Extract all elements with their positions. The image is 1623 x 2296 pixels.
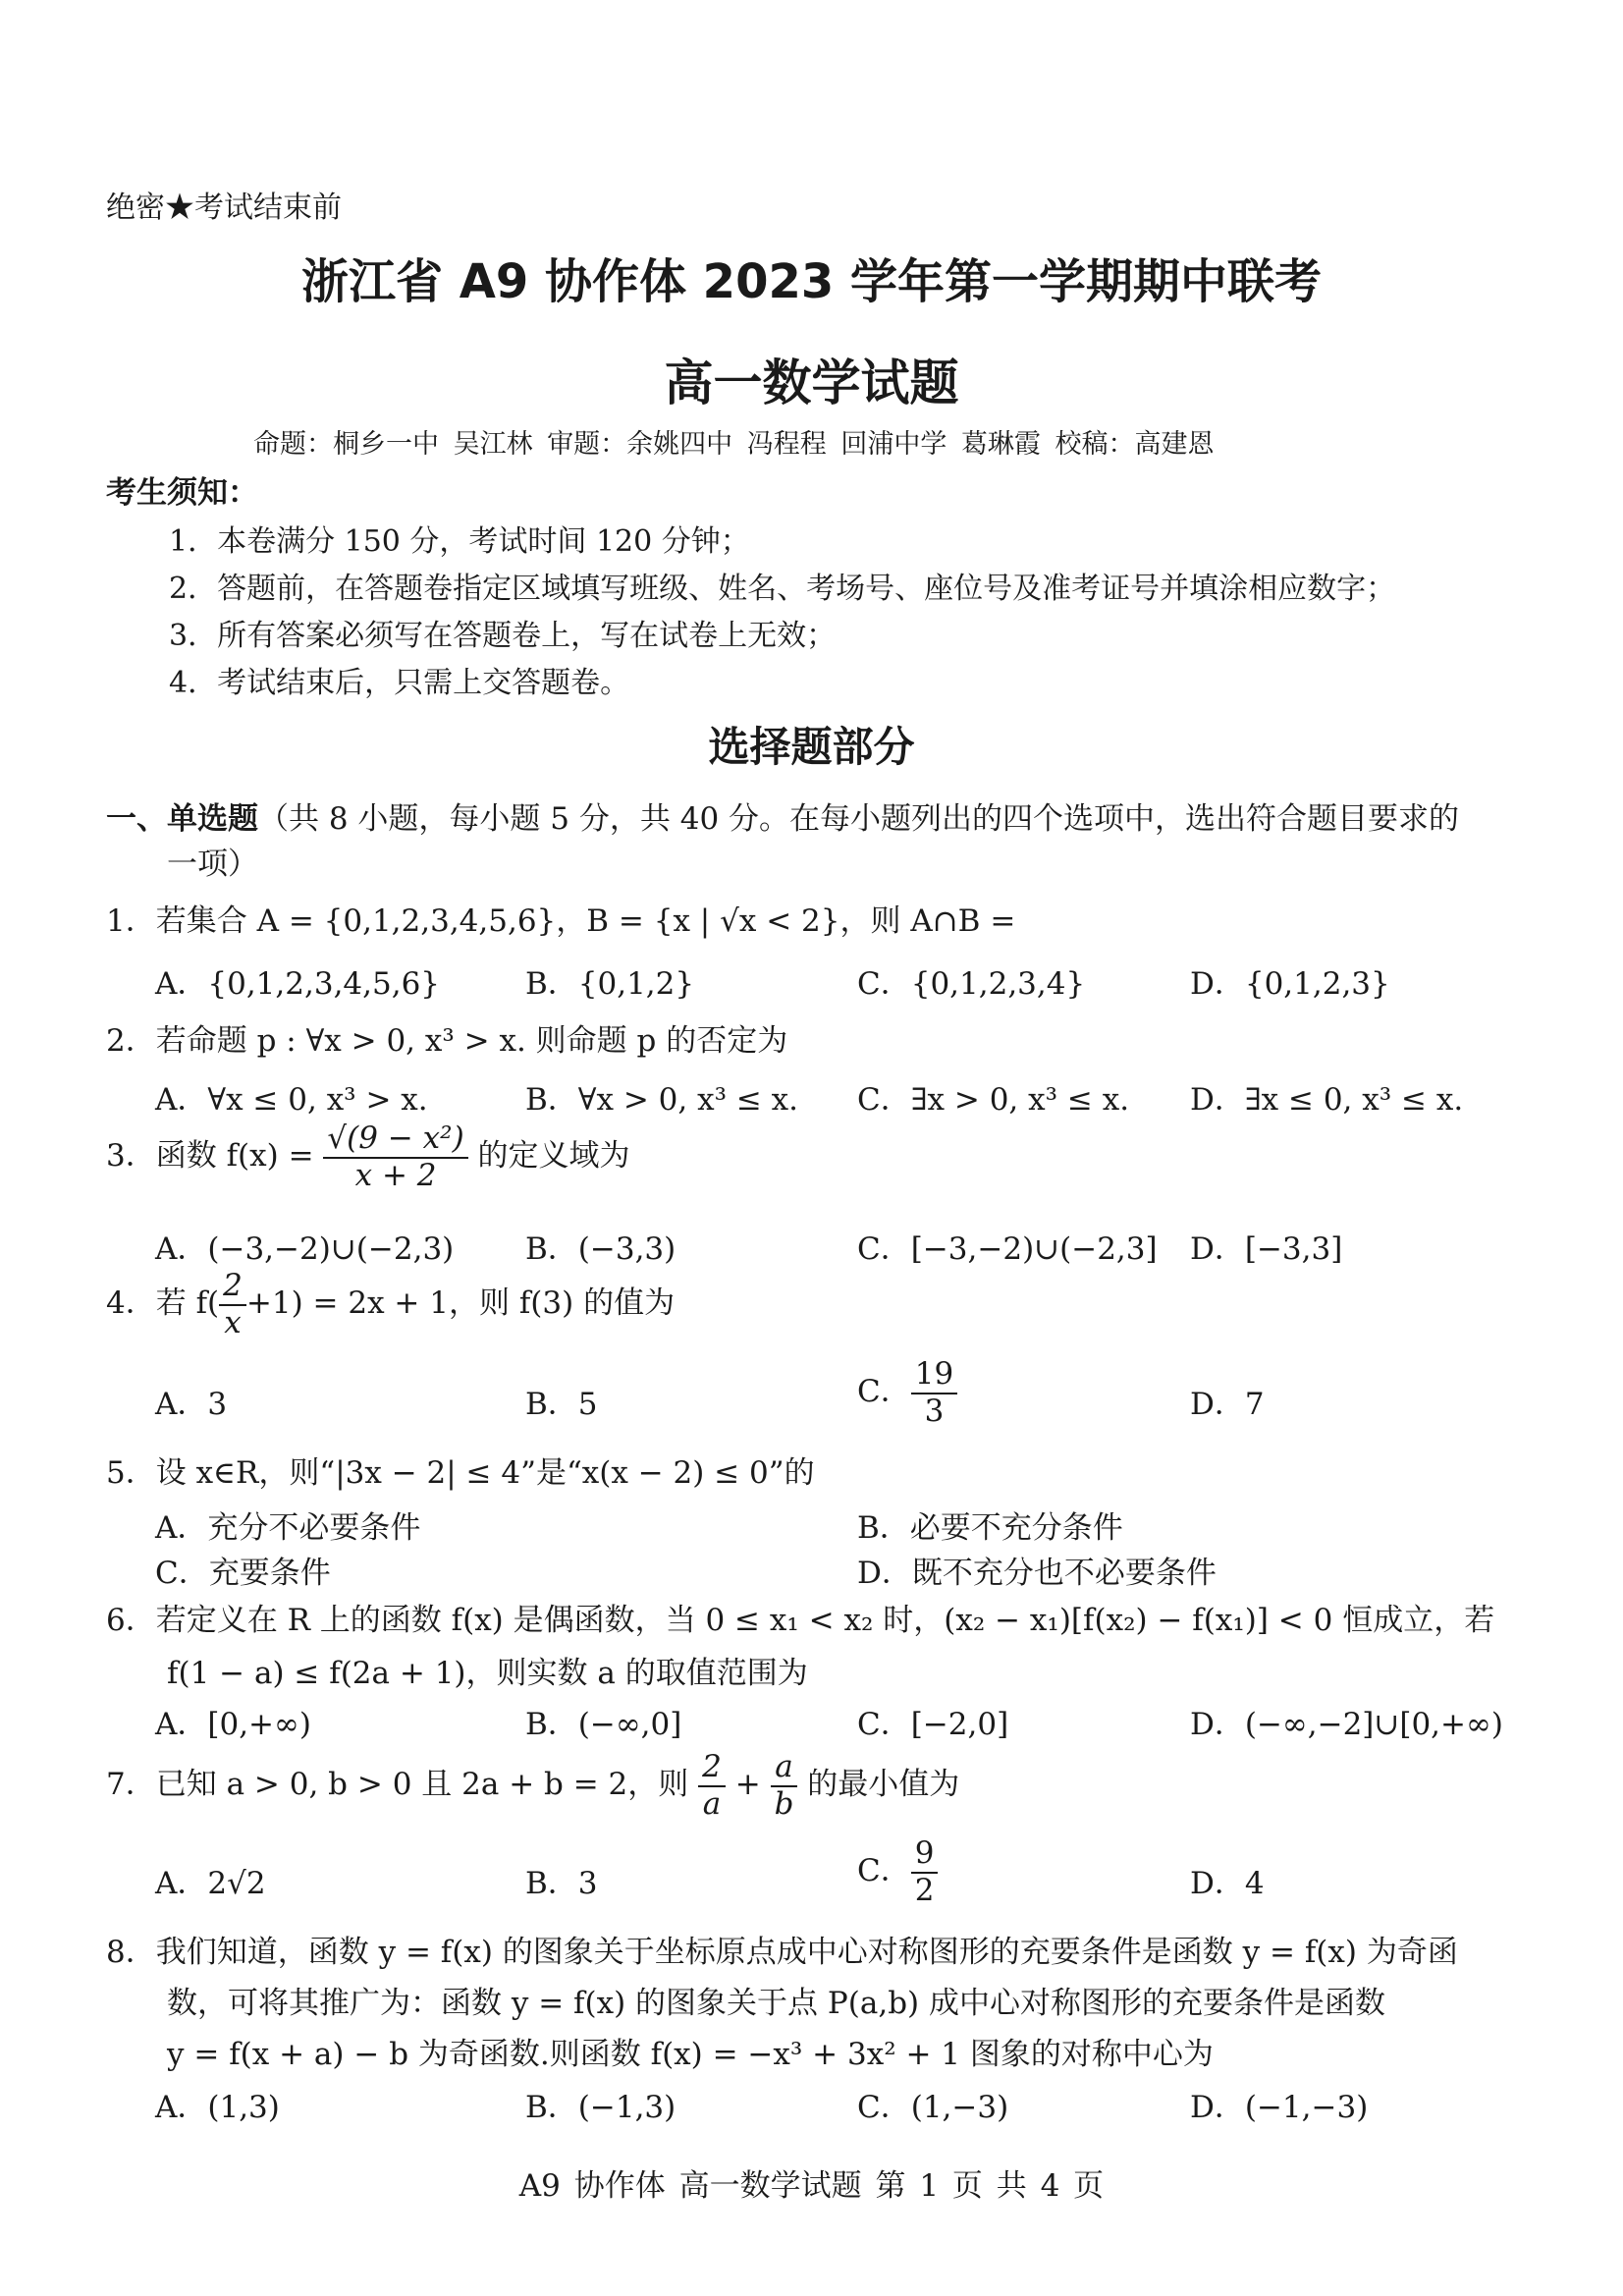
question-7-stem: 7．已知 a > 0, b > 0 且 2a + b = 2，则 $\frac{2}{a}$ + $\frac{a}{b}$ 的最小值为 (106, 1749, 960, 1822)
q8-option-d: D．(−1,−3) (1190, 2090, 1369, 2125)
part-desc-cont: 一项） (167, 847, 258, 882)
q7-f2-den: b (774, 1785, 794, 1822)
q2-option-d: D．∃x ≤ 0, x³ ≤ x. (1190, 1082, 1464, 1118)
q4-stem-pre: 4．若 f( (106, 1285, 220, 1322)
q1-option-b: B．{0,1,2} (525, 966, 695, 1002)
q4-frac-den: x (224, 1304, 242, 1340)
q4-c-num: 19 (911, 1357, 957, 1394)
question-6-stem: 6．若定义在 R 上的函数 f(x) 是偶函数，当 0 ≤ x₁ < x₂ 时，(x₂ − x₁)[f(x₂) − f(x₁)] < 0 恒成立，若 (106, 1603, 1495, 1638)
q4-option-d: D．7 (1190, 1387, 1265, 1422)
question-4-stem (106, 1269, 675, 1340)
exam-subtitle: 高一数学试题 (664, 355, 959, 411)
q3-option-b: B．(−3,3) (525, 1231, 676, 1267)
q4-c-den: 3 (924, 1393, 945, 1429)
part-label: 一、单选题 (106, 801, 258, 837)
q4-option-c-label: C． (857, 1374, 911, 1410)
q4-frac-num: 2 (219, 1269, 246, 1306)
notice-item: 3．所有答案必须写在答题卷上，写在试卷上无效； (169, 619, 837, 653)
notice-item: 2．答题前，在答题卷指定区域填写班级、姓名、考场号、座位号及准考证号并填涂相应数字； (169, 572, 1396, 606)
q3-option-a: A．(−3,−2)∪(−2,3) (155, 1231, 455, 1267)
q7-c-num: 9 (911, 1836, 939, 1874)
q5-option-c: C．充要条件 (155, 1556, 331, 1591)
q3-option-d: D．[−3,3] (1190, 1231, 1343, 1267)
notice-item: 1．本卷满分 150 分，考试时间 120 分钟； (169, 524, 750, 559)
q1-option-c: C．{0,1,2,3,4} (857, 966, 1086, 1002)
q6-option-d: D．(−∞,−2]∪[0,+∞) (1190, 1707, 1503, 1742)
secret-label: 绝密★考试结束前 (106, 191, 342, 225)
q7-f1-num: 2 (698, 1750, 726, 1787)
q5-option-b: B．必要不充分条件 (857, 1510, 1123, 1546)
q3-frac-num: √(9 − x²) (323, 1121, 467, 1159)
q3-option-c: C．[−3,−2)∪(−2,3] (857, 1231, 1158, 1267)
q7-option-b: B．3 (525, 1866, 598, 1901)
q7-fraction-2 (771, 1750, 798, 1822)
q4-option-b: B．5 (525, 1387, 598, 1422)
q7-c-den: 2 (914, 1872, 935, 1908)
q2-option-c: C．∃x > 0, x³ ≤ x. (857, 1082, 1130, 1118)
q3-stem-pre: 3．函数 f(x) = (106, 1138, 314, 1175)
q3-frac-den: x + 2 (354, 1157, 437, 1193)
section-title: 选择题部分 (708, 723, 915, 771)
q7-option-c-label: C． (857, 1853, 911, 1889)
authors-line: 命题：桐乡一中 吴江林 审题：余姚四中 冯程程 回浦中学 葛琳霞 校稿：高建恩 (253, 429, 1215, 460)
notice-heading: 考生须知： (106, 475, 258, 511)
q4-option-c (857, 1357, 957, 1429)
q4-stem-post: +1) = 2x + 1，则 f(3) 的值为 (245, 1285, 676, 1322)
q1-option-a: A．{0,1,2,3,4,5,6} (155, 966, 441, 1002)
q3-fraction (323, 1121, 467, 1193)
part-heading (106, 793, 1459, 838)
q8-option-a: A．(1,3) (155, 2090, 280, 2125)
q2-option-a: A．∀x ≤ 0, x³ > x. (155, 1082, 428, 1118)
notice-item: 4．考试结束后，只需上交答题卷。 (169, 666, 630, 700)
q7-option-a: A．2√2 (155, 1866, 266, 1901)
q1-option-d: D．{0,1,2,3} (1190, 966, 1390, 1002)
q4-option-a: A．3 (155, 1387, 228, 1422)
q7-option-c (857, 1836, 938, 1908)
question-1-stem: 1．若集合 A = {0,1,2,3,4,5,6}，B = {x | √x < 2}，则 A∩B = (106, 903, 1016, 939)
q6-option-c: C．[−2,0] (857, 1707, 1009, 1742)
q7-f2-num: a (771, 1750, 798, 1787)
q5-option-a: A．充分不必要条件 (155, 1510, 421, 1546)
question-8-stem-cont: 数，可将其推广为：函数 y = f(x) 的图象关于点 P(a,b) 成中心对称图形的充要条件是函数 (167, 1986, 1385, 2021)
part-desc: （共 8 小题，每小题 5 分，共 40 分。在每小题列出的四个选项中，选出符合题目要求的 (258, 801, 1460, 837)
exam-title: 浙江省 A9 协作体 2023 学年第一学期期中联考 (301, 254, 1322, 309)
question-2-stem: 2．若命题 p : ∀x > 0, x³ > x. 则命题 p 的否定为 (106, 1023, 788, 1059)
question-8-stem: 8．我们知道，函数 y = f(x) 的图象关于坐标原点成中心对称图形的充要条件是函数 y = f(x) 为奇函 (106, 1935, 1458, 1970)
q2-option-b: B．∀x > 0, x³ ≤ x. (525, 1082, 799, 1118)
question-5-stem: 5．设 x∈R，则“|3x − 2| ≤ 4”是“x(x − 2) ≤ 0”的 (106, 1455, 815, 1491)
q7-fraction-1 (698, 1750, 726, 1822)
q8-option-c: C．(1,−3) (857, 2090, 1009, 2125)
question-6-stem-cont: f(1 − a) ≤ f(2a + 1)，则实数 a 的取值范围为 (167, 1656, 808, 1691)
q7-stem-pre: 7．已知 a > 0, b > 0 且 2a + b = 2，则 (106, 1767, 689, 1803)
q6-option-a: A．[0,+∞) (155, 1707, 311, 1742)
q4-option-c-fraction (911, 1357, 957, 1429)
question-3-stem (106, 1121, 630, 1193)
q8-option-b: B．(−1,3) (525, 2090, 676, 2125)
page-footer: A9 协作体 高一数学试题 第 1 页 共 4 页 (518, 2168, 1105, 2204)
question-8-stem-cont2: y = f(x + a) − b 为奇函数.则函数 f(x) = −x³ + 3x² + 1 图象的对称中心为 (167, 2037, 1214, 2072)
q4-fraction (219, 1269, 246, 1340)
q7-option-c-fraction (911, 1836, 939, 1908)
q7-option-d: D．4 (1190, 1866, 1265, 1901)
q7-stem-post: 的最小值为 (807, 1767, 960, 1803)
q5-option-d: D．既不充分也不必要条件 (857, 1556, 1217, 1591)
q6-option-b: B．(−∞,0] (525, 1707, 682, 1742)
q3-stem-post: 的定义域为 (477, 1138, 630, 1175)
q7-f1-den: a (702, 1785, 722, 1822)
